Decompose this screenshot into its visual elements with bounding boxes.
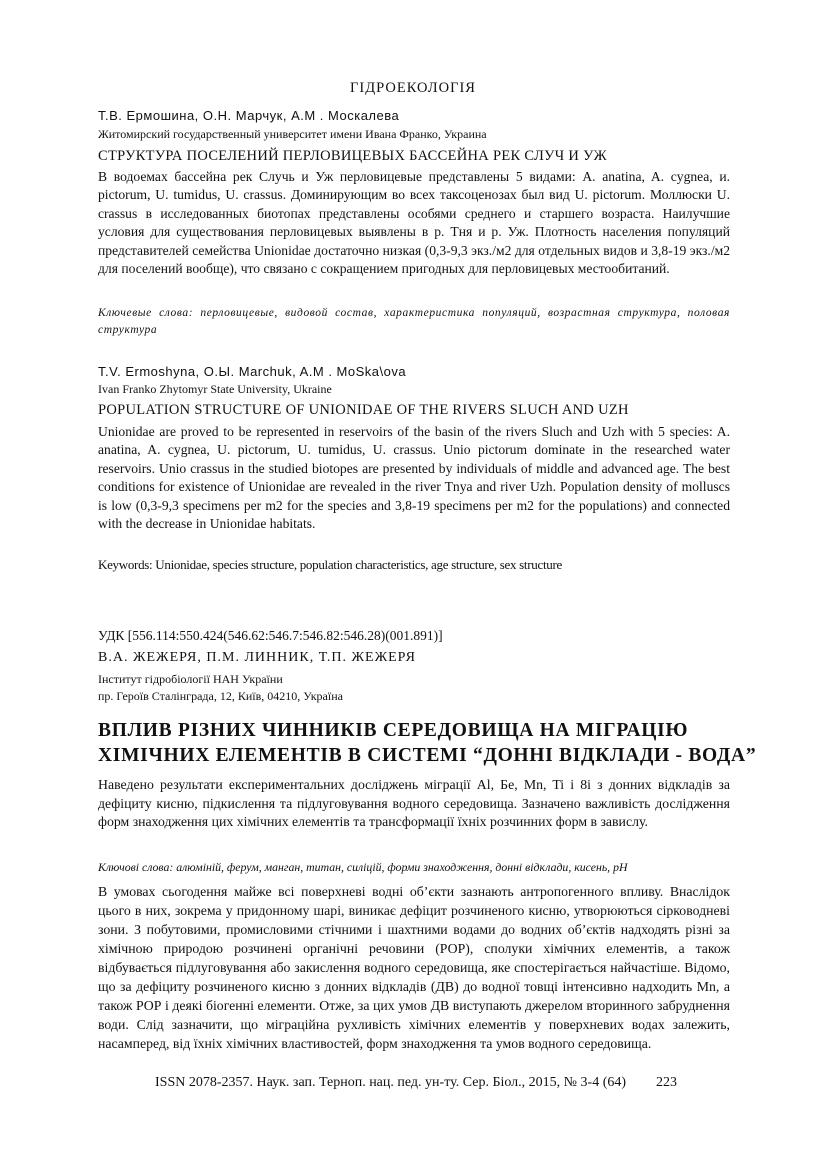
footer-citation: ISSN 2078-2357. Наук. зап. Терноп. нац. пед. ун-ту. Сер. Біол., 2015, № 3-4 (64) [155, 1075, 627, 1090]
article1-ru-authors: Т.В. Ермошина, О.Н. Марчук, А.М . Москалева [98, 108, 400, 123]
article1-ru-title: СТРУКТУРА ПОСЕЛЕНИЙ ПЕРЛОВИЦЕВЫХ БАССЕЙНА РЕК СЛУЧ И УЖ [98, 148, 607, 164]
article2-udc: УДК [556.114:550.424(546.62:546.7:546.82:546.28)(001.891)] [98, 628, 443, 643]
article2-affiliation [98, 671, 730, 705]
section-header: ГІДРОЕКОЛОГІЯ [350, 80, 476, 96]
article1-en-affiliation: Ivan Franko Zhytomyr State University, Ukraine [98, 382, 332, 396]
page-footer [155, 1075, 677, 1091]
article1-ru-abstract: В водоемах бассейна рек Случь и Уж перловицевые представлены 5 видами: A. anatina, A. cygnea, и. pictorum, U. tumidus, U. crassus. Доминирующим во всех таксоценозах был вид U. pictorum. Моллюски U. crassus в исследованных биотопах представлены особями среднего и старшего возраста. Наилучшие условия для существования перловицевых выявлены в р. Тня и р. Уж. Плотность населения популяций представителей семейства Unionidae достаточно низкая (0,3-9,3 экз./м2 для отдельных видов и 3,8-19 экз./м2 для поселений вообще), что связано с сокращением пригодных для перловицевых местообитаний. [98, 169, 730, 277]
article2-abstract: Наведено результати експериментальних досліджень міграції Al, Бе, Mn, Ti і 8і з донних відкладів за дефіциту кисню, підкислення та підлуговування водного середовища. Зазначено важливість дослідження форм знаходження цих хімічних елементів та трансформації їхніх розчинних форм в завислу. [98, 777, 730, 829]
article2-affiliation-line1: Інститут гідробіології НАН України [98, 672, 283, 686]
article2-title [98, 718, 758, 768]
article2-title-line1: ВПЛИВ РІЗНИХ ЧИННИКІВ СЕРЕДОВИЩА НА МІГРАЦІЮ [98, 720, 689, 741]
page-number: 223 [656, 1075, 678, 1090]
article2-keywords: Ключові слова: алюміній, ферум, манган, титан, силіцій, форми знаходження, донні відклади, кисень, рН [98, 860, 628, 874]
article1-ru-affiliation: Житомирский государственный университет имени Ивана Франко, Украина [98, 127, 487, 141]
article1-en-abstract: Unionidae are proved to be represented in reservoirs of the basin of the rivers Sluch and Uzh with 5 species: A. anatina, A. cygnea, U. pictorum, U. tumidus, U. crassus. Unio pictorum dominate in the researched water reservoirs. Unio crassus in the studied biotopes are presented by individuals of middle and advanced age. The best conditions for existence of Unionidae are revealed in the river Tnya and river Uzh. Population density of molluscs is low (0,3-9,3 specimens per m2 for the species and 3,8-19 specimens per m2 for the populations) and connected with the decrease in Unionidae habitats. [98, 424, 730, 532]
article2-body: В умовах сьогодення майже всі поверхневі водні об’єкти зазнають антропогенного впливу. Внаслідок цього в них, зокрема у придонному шарі, виникає дефіцит розчиненого кисню, утворюються сірководневі зони. З побутовими, промисловими стічними і шахтними водами до водних об’єктів надходять різні за хімічною природою розчинені органічні речовини (РОР), сполуки хімічних елементів, а також відбувається підлуговування або закислення водного середовища, яке спостерігається найчастіше. Відомо, що за дефіциту розчиненого кисню з донних відкладів (ДВ) до водної товщі інтенсивно надходить Mn, а також РОР і деякі біогенні елементи. Отже, за цих умов ДВ виступають джерелом вторинного забруднення води. Слід зазначити, що міграційна рухливість хімічних елементів у поверхневих водах залежить, насамперед, від їхніх хімічних властивостей, форм знаходження та умов водного середовища. [98, 884, 730, 1051]
article1-en-authors: T.V. Ermoshyna, O.Ы. Marchuk, A.M . MoSka\ova [98, 364, 407, 379]
article2-authors: В.А. ЖЕЖЕРЯ, П.М. ЛИННИК, Т.П. ЖЕЖЕРЯ [98, 650, 416, 665]
article1-ru-keywords: Ключевые слова: перловицевые, видовой состав, характеристика популяций, возрастная структура, половая структура [98, 307, 730, 336]
article1-en-title: POPULATION STRUCTURE OF UNIONIDAE OF THE RIVERS SLUCH AND UZH [98, 402, 629, 418]
article1-en-keywords: Keywords: Unionidae, species structure, population characteristics, age structure, sex structure [98, 557, 562, 572]
article2-affiliation-line2: пр. Героїв Сталінграда, 12, Київ, 04210, Україна [98, 689, 343, 703]
article2-title-line2: ХІМІЧНИХ ЕЛЕМЕНТІВ В СИСТЕМІ “ДОННІ ВІДКЛАДИ - ВОДА” [98, 745, 757, 766]
